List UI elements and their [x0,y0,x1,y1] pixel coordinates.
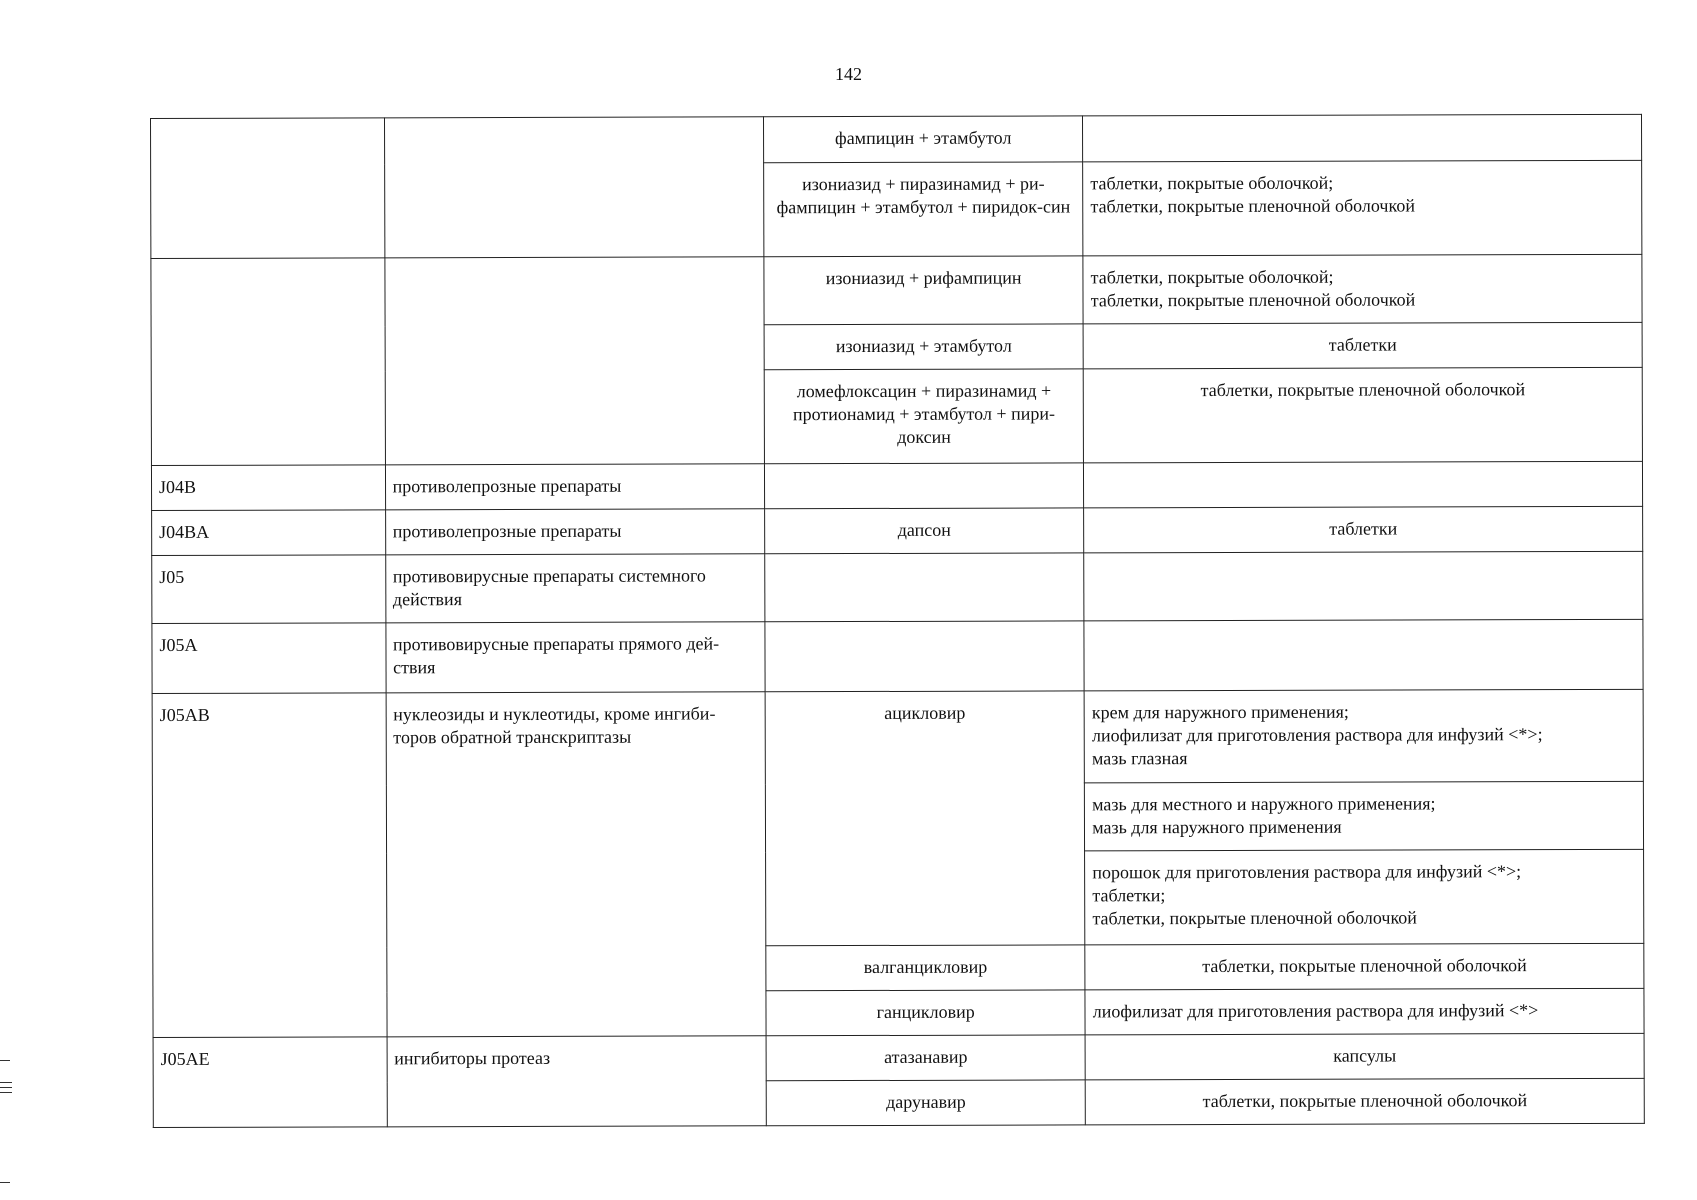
group-name-cell: противовирусные препараты прямого дей-ствия [385,622,765,693]
atc-code-cell: J04B [151,465,385,511]
atc-code-cell: J04BA [152,510,386,556]
dosage-form-line: капсулы [1333,1045,1397,1066]
dosage-form-cell [1085,988,1644,1035]
drug-name-cell: валганцикловир [766,945,1085,991]
dosage-form-cell [1085,781,1644,851]
dosage-form-cell [1083,367,1642,463]
margin-mark [0,1092,12,1093]
group-name-cell: противовирусные препараты системного действия [385,554,765,623]
dosage-form-line: таблетки, покрытые пленочной оболочкой [1202,1090,1528,1112]
dosage-form-cell [1085,1033,1644,1080]
dosage-form-line: порошок для приготовления раствора для инфузий <*>; [1092,861,1522,883]
table-row [152,689,1643,785]
group-name-cell: противолепрозные препараты [385,464,765,510]
drug-name-cell: фампицин + этамбутол [764,116,1083,163]
table-row [152,551,1643,623]
dosage-form-line: таблетки, покрытые пленочной оболочкой [1200,379,1526,401]
table-row [153,1033,1644,1082]
dosage-form-cell [1084,619,1643,691]
atc-code-cell: J05AE [153,1037,387,1128]
atc-code-cell [151,118,385,259]
table-row [152,619,1643,693]
drug-name-cell: ганцикловир [766,990,1085,1036]
drug-name-cell: ацикловир [765,691,1085,946]
dosage-form-line: таблетки, покрытые пленочной оболочкой [1092,907,1417,929]
dosage-form-line: таблетки, покрытые оболочкой; [1090,172,1334,194]
atc-code-cell [151,258,385,466]
dosage-form-cell [1085,1078,1644,1125]
table-row [151,114,1642,164]
margin-mark [0,1060,10,1061]
dosage-form-line: мазь глазная [1091,748,1188,769]
drug-name-cell: изониазид + пиразинамид + ри-фампицин + этамбутол + пиридок-син [764,162,1083,257]
dosage-form-cell [1084,551,1643,621]
drug-name-cell: дапсон [765,508,1084,554]
dosage-form-cell [1084,689,1643,783]
group-name-cell [384,257,764,465]
drug-name-cell [765,463,1084,509]
table-row [151,461,1642,510]
margin-mark [0,1082,12,1083]
group-name-cell [384,117,764,258]
drug-name-cell: изониазид + рифампицин [764,256,1083,325]
drug-table [150,114,1645,1128]
dosage-form-cell [1085,943,1644,990]
dosage-form-line: лиофилизат для приготовления раствора для инфузий <*> [1092,1000,1539,1022]
atc-code-cell: J05A [152,623,386,694]
drug-name-cell [765,621,1084,692]
dosage-form-line: таблетки, покрытые пленочной оболочкой [1202,955,1527,977]
drug-name-cell: атазанавир [766,1035,1085,1081]
drug-name-cell: дарунавир [766,1080,1085,1126]
atc-code-cell: J05 [152,555,386,624]
dosage-form-line: лиофилизат для приготовления раствора для инфузий <*>; [1091,724,1543,746]
dosage-form-cell [1083,160,1642,256]
table-row [152,506,1643,555]
margin-mark [0,1087,12,1088]
group-name-cell: противолепрозные препараты [385,509,765,555]
dosage-form-line: таблетки, покрытые пленочной оболочкой [1090,195,1415,217]
group-name-cell: нуклеозиды и нуклеотиды, кроме ингиби-торов обратной транскриптазы [386,692,766,1037]
margin-mark [0,1182,10,1183]
dosage-form-line: таблетки, покрытые оболочкой; [1090,266,1334,288]
atc-code-cell: J05AB [152,693,387,1038]
dosage-form-line: мазь для местного и наружного применения; [1092,793,1436,815]
drug-name-cell [765,553,1084,622]
drug-name-cell: изониазид + этамбутол [764,324,1083,370]
dosage-form-line: таблетки, покрытые пленочной оболочкой [1090,289,1416,311]
dosage-form-line: крем для наружного применения; [1091,701,1349,723]
dosage-form-line: таблетки; [1092,885,1166,906]
dosage-form-line: таблетки [1329,518,1398,539]
dosage-form-cell [1085,849,1644,945]
group-name-cell: ингибиторы протеаз [387,1036,767,1127]
dosage-form-line: таблетки [1328,334,1397,355]
table-body [151,114,1645,1127]
dosage-form-cell [1084,506,1643,553]
dosage-form-cell [1084,461,1643,508]
drug-name-cell: ломефлоксацин + пиразинамид + протионамид + этамбутол + пири-доксин [764,369,1083,464]
dosage-form-line: мазь для наружного применения [1092,816,1342,838]
page-number: 142 [835,64,862,84]
table-row [151,254,1642,326]
dosage-form-cell [1083,114,1642,162]
dosage-form-cell [1083,322,1642,369]
dosage-form-cell [1083,254,1642,324]
